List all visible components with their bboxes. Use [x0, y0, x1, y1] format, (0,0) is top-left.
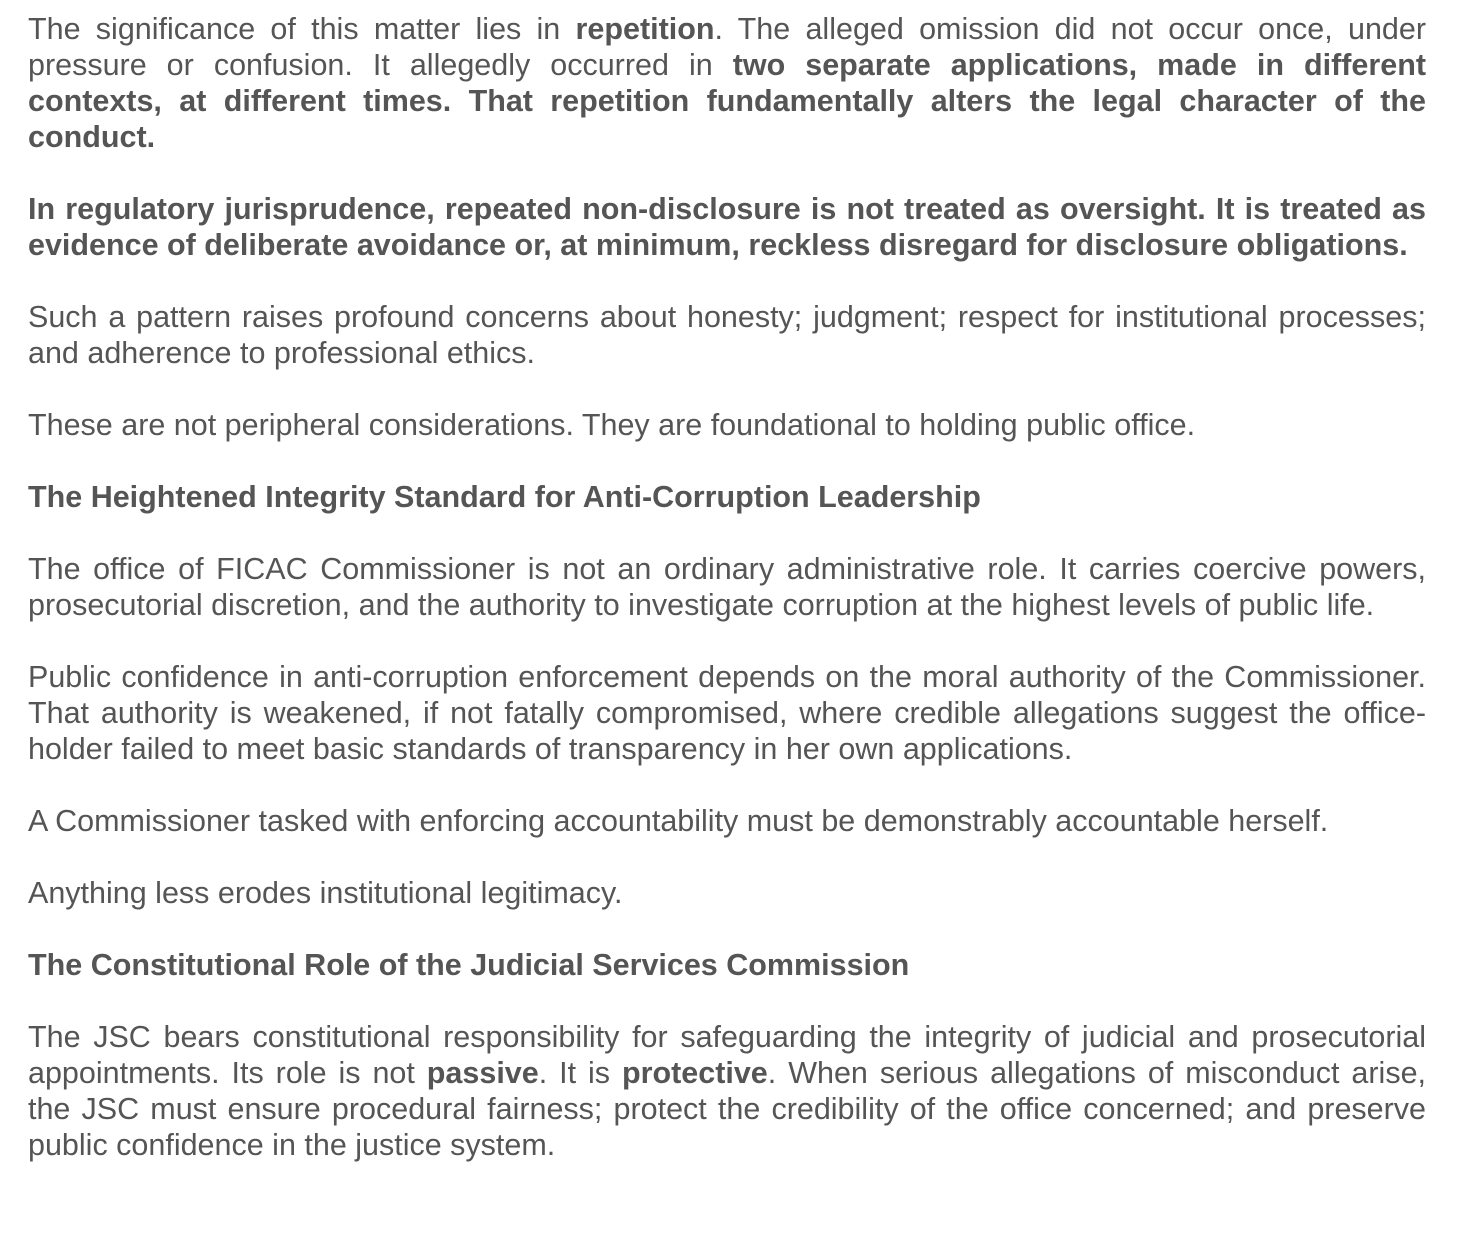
paragraph-foundational: These are not peripheral considerations. They are foundational to holding public office. — [28, 408, 1196, 442]
paragraph-pattern-concerns: Such a pattern raises profound concerns about honesty; judgment; respect for institutional processes; and adherence to professional ethics. — [28, 300, 1426, 370]
emphasis-text: passive — [426, 1056, 539, 1090]
emphasis-text: repetition — [575, 12, 715, 46]
paragraph-ficac-office: The office of FICAC Commissioner is not an ordinary administrative role. It carries coercive powers, prosecutorial discretion, and the authority to investigate corruption at the highest levels of public life. — [28, 552, 1426, 622]
emphasis-text: two separate applications, made in different contexts, at different times. That repetition fundamentally alters the legal character of the conduct. — [28, 48, 1426, 154]
paragraph-text: The JSC bears constitutional responsibility for safeguarding the integrity of judicial and prosecutorial appointments. Its role is not — [28, 1020, 1426, 1090]
section-heading-integrity-standard: The Heightened Integrity Standard for Anti-Corruption Leadership — [28, 480, 981, 514]
paragraph-accountability: A Commissioner tasked with enforcing accountability must be demonstrably accountable herself. — [28, 804, 1329, 838]
paragraph-text: . It is — [538, 1056, 622, 1090]
paragraph-text: . The alleged omission did not occur once, under pressure or confusion. It allegedly occurred in — [28, 12, 1426, 82]
paragraph-legitimacy: Anything less erodes institutional legitimacy. — [28, 876, 623, 910]
paragraph-repetition — [28, 11, 1426, 155]
article-body — [28, 0, 1426, 1163]
emphasis-text: protective — [622, 1056, 768, 1090]
section-heading-jsc-role: The Constitutional Role of the Judicial Services Commission — [28, 948, 910, 982]
paragraph-regulatory-jurisprudence: In regulatory jurisprudence, repeated non-disclosure is not treated as oversight. It is treated as evidence of deliberate avoidance or, at minimum, reckless disregard for disclosure obligations. — [28, 192, 1426, 262]
paragraph-text: The significance of this matter lies in — [28, 12, 576, 46]
paragraph-public-confidence: Public confidence in anti-corruption enforcement depends on the moral authority of the Commissioner. That authority is weakened, if not fatally compromised, where credible allegations suggest the office-holder failed to meet basic standards of transparency in her own applications. — [28, 660, 1426, 766]
paragraph-text: . When serious allegations of misconduct arise, the JSC must ensure procedural fairness; protect the credibility of the office concerned; and preserve public confidence in the justice system. — [28, 1056, 1427, 1162]
paragraph-jsc-responsibility — [28, 1019, 1426, 1163]
